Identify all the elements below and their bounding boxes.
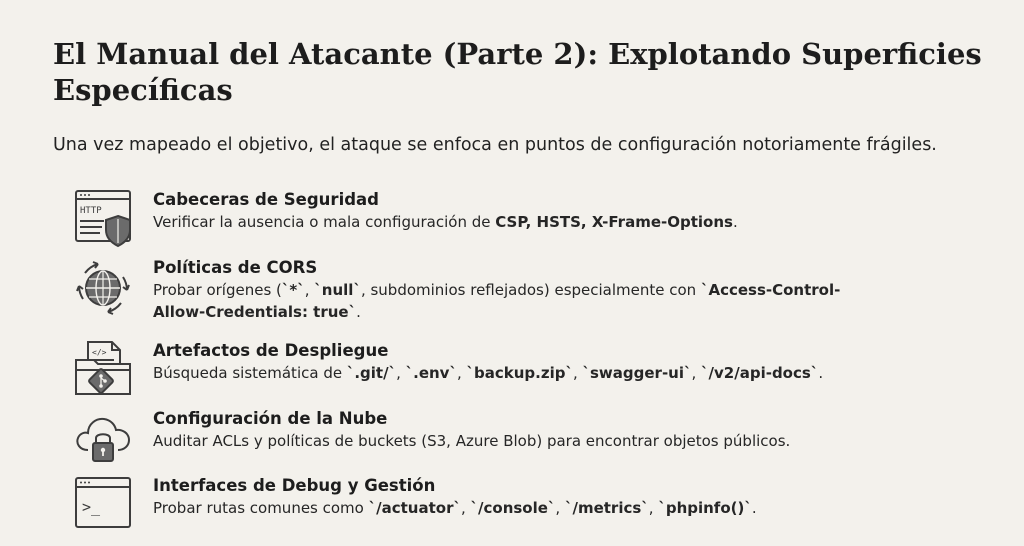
description-text: Auditar ACLs y políticas de buckets (S3, Azure Blob) para encontrar objetos públicos.: [153, 432, 791, 450]
description-text: .: [818, 364, 824, 382]
description-text: ,: [396, 364, 406, 382]
page-title: El Manual del Atacante (Parte 2): Explotando Superficies Específicas: [53, 37, 982, 107]
description-text: Probar rutas comunes como: [153, 499, 369, 517]
description-text: ,: [648, 499, 659, 517]
highlighted-term: `*`: [281, 281, 305, 299]
description-text: .: [356, 303, 361, 321]
highlighted-term: `/v2/api-docs`: [701, 364, 819, 382]
description-text: Verificar la ausencia o mala configuración de: [153, 213, 496, 231]
item-heading: Configuración de la Nube: [153, 409, 388, 428]
description-text: , subdominios reflejados) especialmente con: [360, 281, 701, 299]
item-heading: Cabeceras de Seguridad: [153, 190, 379, 209]
description-text: Búsqueda sistemática de: [153, 364, 347, 382]
code-folder-icon: [72, 340, 134, 402]
highlighted-term: `.env`: [405, 364, 457, 382]
http-shield-icon: [72, 189, 134, 251]
description-text: Probar orígenes (: [153, 281, 282, 299]
highlighted-term: `backup.zip`: [466, 364, 573, 382]
prompt-label: >_: [82, 498, 101, 516]
highlighted-term: `Access-Control-Allow-Credentials: true`: [153, 281, 841, 321]
description-text: ,: [572, 364, 583, 382]
description-text: ,: [460, 499, 471, 517]
item-description: [153, 497, 953, 519]
highlighted-term: `/actuator`: [368, 499, 461, 517]
item-description: [153, 211, 953, 233]
item-heading: Artefactos de Despliegue: [153, 341, 389, 360]
http-label: HTTP: [80, 206, 102, 216]
highlighted-term: `null`: [314, 281, 361, 299]
description-text: ,: [456, 364, 467, 382]
globe-arrows-icon: [72, 257, 134, 319]
description-text: .: [732, 213, 738, 231]
item-heading: Políticas de CORS: [153, 258, 318, 277]
description-text: ,: [691, 364, 702, 382]
description-text: ,: [555, 499, 565, 517]
highlighted-term: `.git/`: [346, 364, 397, 382]
item-description: [153, 279, 853, 323]
item-description: [153, 362, 953, 384]
item-heading: Interfaces de Debug y Gestión: [153, 476, 436, 495]
description-text: ,: [304, 281, 315, 299]
code-label: </>: [92, 348, 107, 357]
terminal-window-icon: [72, 475, 134, 537]
highlighted-term: CSP, HSTS, X-Frame-Options: [495, 213, 733, 231]
page-subtitle: Una vez mapeado el objetivo, el ataque se enfoca en puntos de configuración notoriamente frágiles.: [53, 135, 937, 155]
highlighted-term: `swagger-ui`: [582, 364, 692, 382]
cloud-lock-icon: [72, 408, 134, 470]
highlighted-term: `/metrics`: [564, 499, 649, 517]
highlighted-term: `phpinfo()`: [658, 499, 752, 517]
item-description: [153, 430, 953, 452]
description-text: .: [751, 499, 757, 517]
highlighted-term: `/console`: [470, 499, 556, 517]
